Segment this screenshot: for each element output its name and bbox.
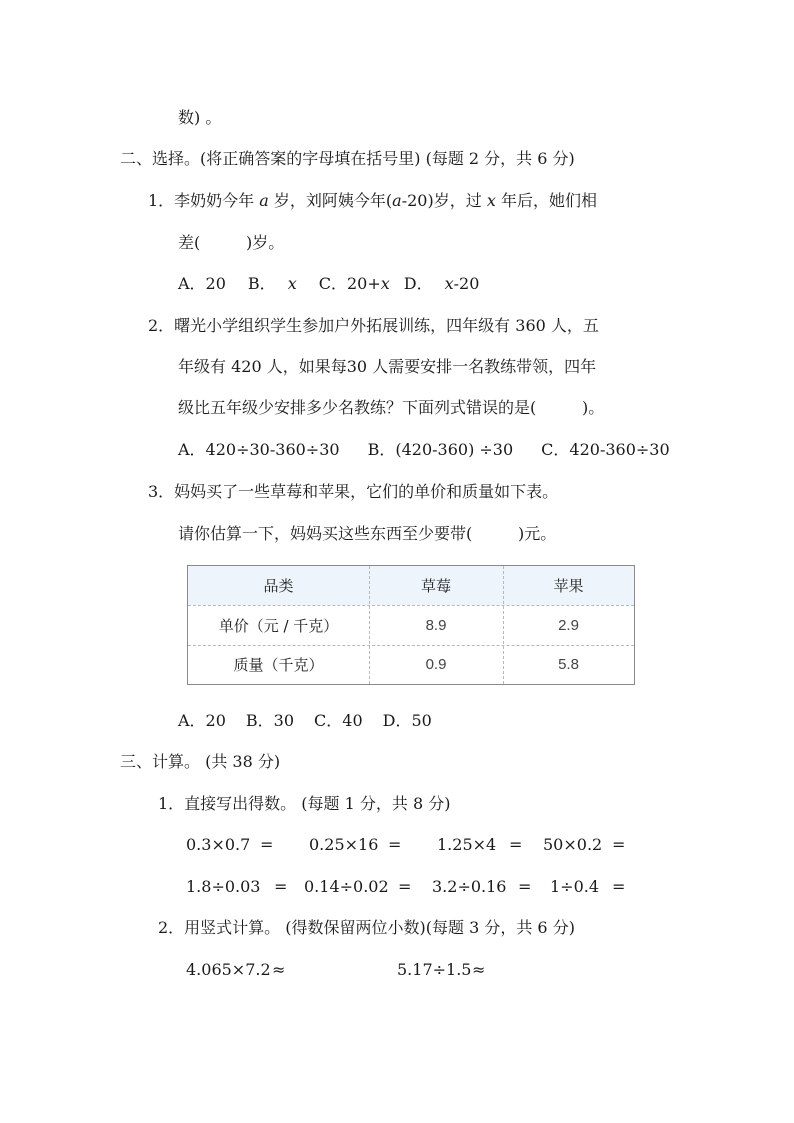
table-cell-apple-weight: 5.8 [558,656,579,673]
expr-3: 1.25×4 [437,835,497,854]
q1-option-b: B． x [247,274,297,293]
table-cell-strawberry-price: 8.9 [425,616,447,634]
q1-options [178,273,479,295]
section-3-title: 三、计算。 (共 38 分) [120,752,281,771]
var-a: a [259,191,269,210]
var-x: x [486,191,496,210]
expr-2: 0.25×16 [309,835,379,854]
calc-q2-title: 2．用竖式计算。 (得数保留两位小数)(每题 3 分，共 6 分) [158,918,575,937]
equals-sign: = [274,877,288,896]
q2-options [178,439,670,461]
vertical-calc-1: 4.065×7.2 [186,960,271,979]
table-cell-strawberry-weight: 0.9 [425,656,447,673]
q3-option-a: A．20 [178,711,226,730]
equals-sign: = [518,877,532,896]
expr-4: 50×0.2 [543,835,603,854]
q3-option-b: B．30 [245,711,295,730]
approx-sign: ≈ [272,960,286,979]
q2-line-1: 2．曙光小学组织学生参加户外拓展训练，四年级有 360 人，五 [148,316,599,335]
q2-option-b: B．(420-360) ÷30 [367,440,514,459]
calc-q1-title: 1．直接写出得数。 (每题 1 分，共 8 分) [158,794,451,813]
expr-6: 0.14÷0.02 [304,877,389,896]
vertical-calc-2: 5.17÷1.5 [397,960,472,979]
expr-1: 0.3×0.7 [186,835,251,854]
q1-text-c: -20)岁，过 [401,191,487,210]
expr-5: 1.8÷0.03 [186,877,261,896]
expr-7: 3.2÷0.16 [432,877,507,896]
q2-line-3: 级比五年级少安排多少名教练？下面列式错误的是( )。 [178,398,605,417]
q1-option-d: D． x-20 [403,274,480,293]
table-cell-apple-price: 2.9 [558,616,579,634]
q1-option-a: A．20 [178,274,226,293]
q1-text-d: 年后，她们相 [495,191,597,210]
approx-sign: ≈ [472,960,486,979]
q2-line-2: 年级有 420 人，如果每30 人需要安排一名教练带领，四年 [178,357,597,376]
table-row-label-price: 单价（元 / 千克） [218,616,339,635]
q1-line-1 [148,190,597,212]
q3-option-c: C．40 [314,711,363,730]
equals-sign: = [398,877,412,896]
table-header-strawberry: 草莓 [420,577,451,595]
q3-line-1: 3．妈妈买了一些草莓和苹果，它们的单价和质量如下表。 [148,482,559,501]
section-2-title: 二、选择。(将正确答案的字母填在括号里) (每题 2 分，共 6 分) [120,149,575,168]
q2-option-a: A．420÷30-360÷30 [178,440,340,459]
q1-text-b: 岁，刘阿姨今年( [268,191,393,210]
q3-line-2: 请你估算一下，妈妈买这些东西至少要带( )元。 [178,524,557,543]
q1-text-a: 1．李奶奶今年 [148,191,260,210]
equals-sign: = [260,835,274,854]
q3-option-d: D．50 [382,711,432,730]
q3-options [178,710,432,732]
q2-option-c: C．420-360÷30 [541,440,670,459]
price-table [187,565,635,685]
equals-sign: = [612,877,626,896]
q1-option-c: C．20+x [318,274,390,293]
var-a: a [392,191,402,210]
expr-8: 1÷0.4 [550,877,600,896]
equals-sign: = [612,835,626,854]
continuation-text: 数) 。 [178,108,222,127]
table-header-apple: 苹果 [553,577,584,595]
table-header-category: 品类 [263,577,294,595]
equals-sign: = [509,835,523,854]
q1-line-2: 差( )岁。 [178,233,285,252]
equals-sign: = [388,835,402,854]
table-row-label-weight: 质量（千克） [233,656,324,674]
